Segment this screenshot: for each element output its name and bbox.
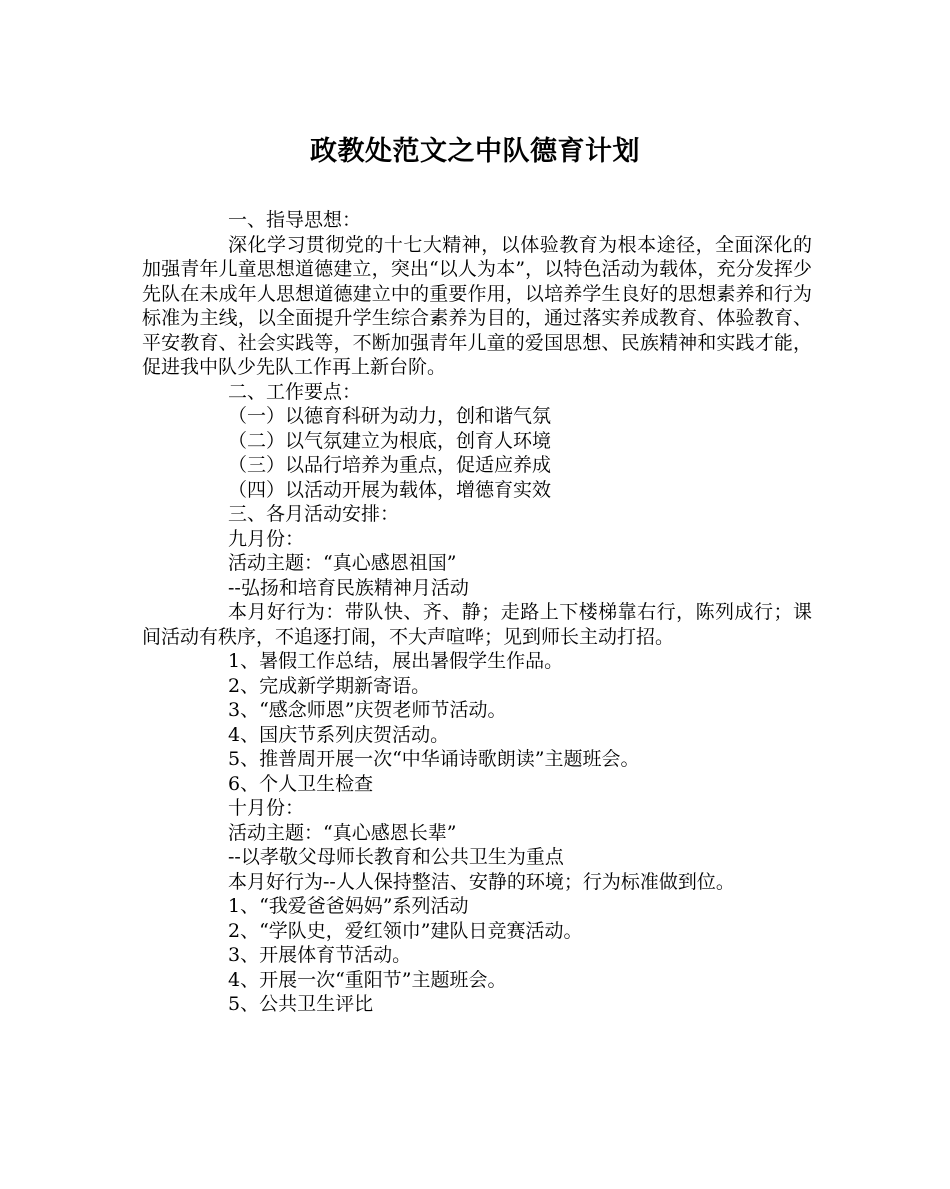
list-item: 1、“我爱爸爸妈妈”系列活动 bbox=[228, 895, 469, 917]
activity-subtitle: --以孝敬父母师长教育和公共卫生为重点 bbox=[228, 846, 564, 868]
section-heading-guiding-thought: 一、指导思想： bbox=[228, 209, 362, 231]
activity-theme: 活动主题：“真心感恩祖国” bbox=[228, 552, 457, 574]
list-item: 3、开展体育节活动。 bbox=[228, 944, 412, 966]
list-item: 1、暑假工作总结，展出暑假学生作品。 bbox=[228, 650, 564, 672]
section-heading-work-points: 二、工作要点： bbox=[228, 380, 362, 403]
work-point-item: （三）以品行培养为重点，促适应养成 bbox=[228, 454, 552, 476]
document-body bbox=[142, 208, 812, 1017]
list-item: 4、国庆节系列庆贺活动。 bbox=[228, 723, 450, 746]
activity-subtitle: --弘扬和培育民族精神月活动 bbox=[228, 576, 469, 599]
good-behavior-line: 本月好行为--人人保持整洁、安静的环境；行为标准做到位。 bbox=[228, 870, 735, 893]
work-point-item: （四）以活动开展为载体，增德育实效 bbox=[228, 478, 552, 501]
document-title: 政教处范文之中队德育计划 bbox=[310, 136, 640, 167]
work-point-item: （一）以德育科研为动力，创和谐气氛 bbox=[228, 405, 552, 427]
paragraph-guiding-thought: 深化学习贯彻党的十七大精神，以体验教育为根本途径，全面深化的加强青年儿童思想道德建立，突出“以人为本”，以特色活动为载体，充分发挥少先队在未成年人思想道德建立中的重要作用，以培养学生良好的思想素养和行为标准为主线，以全面提升学生综合素养为目的，通过落实养成教育、体验教育、平安教育、社会实践等，不断加强青年儿童的爱国思想、民族精神和实践才能，促进我中队少先队工作再上新台阶。 bbox=[142, 233, 812, 378]
month-heading-september: 九月份： bbox=[228, 527, 305, 550]
section-heading-monthly-plan: 三、各月活动安排： bbox=[228, 503, 400, 525]
work-point-item: （二）以气氛建立为根底，创育人环境 bbox=[228, 429, 552, 452]
list-item: 6、个人卫生检查 bbox=[228, 772, 374, 795]
list-item: 5、推普周开展一次“中华诵诗歌朗读”主题班会。 bbox=[228, 748, 640, 770]
list-item: 4、开展一次“重阳节”主题班会。 bbox=[228, 968, 507, 991]
activity-theme: 活动主题：“真心感恩长辈” bbox=[228, 821, 457, 844]
list-item: 2、“学队史，爱红领巾”建队日竞赛活动。 bbox=[228, 919, 583, 942]
month-heading-october: 十月份： bbox=[228, 797, 305, 819]
list-item: 5、公共卫生评比 bbox=[228, 993, 374, 1015]
list-item: 2、完成新学期新寄语。 bbox=[228, 674, 431, 697]
paragraph-good-behavior: 本月好行为：带队快、齐、静；走路上下楼梯靠右行，陈列成行；课间活动有秩序，不追逐打闹，不大声喧哗；见到师长主动打招。 bbox=[142, 601, 812, 648]
list-item: 3、“感念师恩”庆贺老师节活动。 bbox=[228, 699, 507, 721]
